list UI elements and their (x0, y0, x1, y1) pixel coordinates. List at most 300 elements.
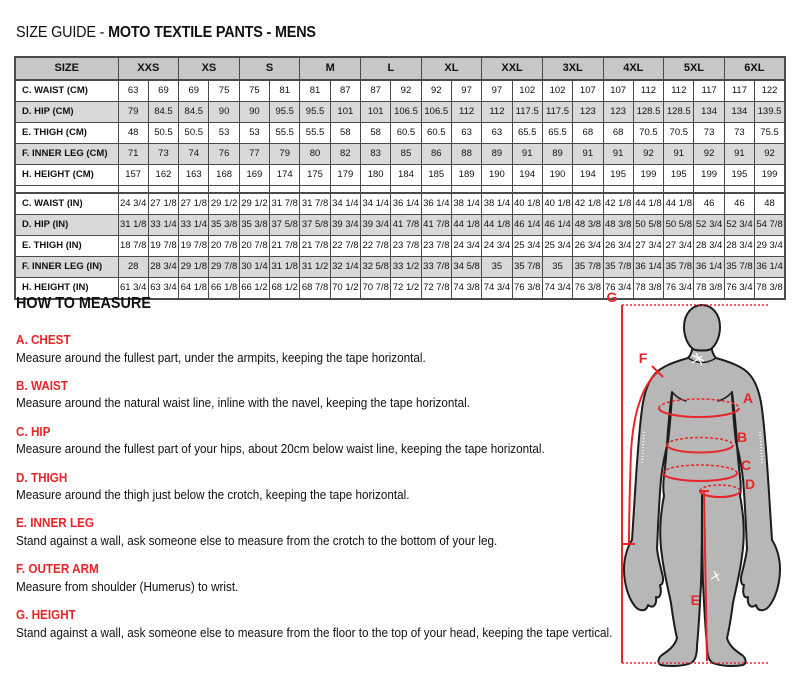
size-table-body (15, 80, 785, 299)
table-cell: 134 (724, 102, 754, 123)
separator-cell (148, 186, 178, 194)
table-cell: 194 (512, 165, 542, 186)
table-cell: 24 3/4 (451, 236, 481, 257)
separator-cell (603, 186, 633, 194)
measure-item-description (16, 625, 616, 641)
table-cell: 199 (755, 165, 785, 186)
table-cell: 37 5/8 (270, 215, 300, 236)
table-cell: 42 1/8 (603, 193, 633, 215)
table-cell: 68 1/2 (270, 278, 300, 300)
table-cell: 63 (482, 123, 512, 144)
table-cell: 87 (361, 80, 391, 102)
table-row (15, 215, 785, 236)
table-cell: 50 5/8 (633, 215, 663, 236)
table-cell: 23 7/8 (391, 236, 421, 257)
table-cell: 73 (694, 123, 724, 144)
table-cell: 29 1/8 (179, 257, 209, 278)
table-cell: 107 (573, 80, 603, 102)
table-cell: 35 7/8 (724, 257, 754, 278)
table-cell: 76 (209, 144, 239, 165)
table-cell: 190 (542, 165, 572, 186)
how-to-measure-heading (16, 295, 616, 313)
size-column-header: 3XL (542, 57, 603, 80)
table-cell: 29 1/2 (209, 193, 239, 215)
table-cell: 91 (724, 144, 754, 165)
table-cell: 26 3/4 (603, 236, 633, 257)
table-cell: 35 7/8 (512, 257, 542, 278)
measure-item-title-text: E. INNER LEG (16, 515, 95, 531)
separator-cell (118, 186, 148, 194)
size-header-cell: SIZE (15, 57, 118, 80)
measure-item-description (16, 533, 616, 549)
table-cell: 90 (209, 102, 239, 123)
measure-item-title (16, 515, 616, 531)
table-cell: 185 (421, 165, 451, 186)
table-cell: 91 (573, 144, 603, 165)
table-cell: 34 1/4 (361, 193, 391, 215)
measurement-figure (596, 287, 796, 677)
size-column-header: S (239, 57, 300, 80)
table-cell: 68 (603, 123, 633, 144)
measure-item (16, 607, 616, 641)
table-cell: 68 7/8 (300, 278, 330, 300)
separator-cell (724, 186, 754, 194)
row-label: C. WAIST (CM) (15, 80, 118, 102)
table-cell: 174 (270, 165, 300, 186)
table-cell: 92 (391, 80, 421, 102)
table-cell: 81 (300, 80, 330, 102)
table-cell: 36 1/4 (391, 193, 421, 215)
measure-item-description (16, 579, 616, 595)
table-cell: 70.5 (633, 123, 663, 144)
table-cell: 33 1/4 (179, 215, 209, 236)
table-row (15, 123, 785, 144)
figure-label-e: E (690, 592, 700, 608)
table-cell: 41 7/8 (421, 215, 451, 236)
table-cell: 39 3/4 (330, 215, 360, 236)
measure-item-description-text: Stand against a wall, ask someone else to measure from the floor to the top of your head, keeping the tape vertical. (16, 624, 613, 640)
table-cell: 87 (330, 80, 360, 102)
table-cell: 88 (451, 144, 481, 165)
measure-item-title (16, 607, 616, 623)
section-separator-row (15, 186, 785, 194)
table-cell: 78 3/8 (755, 278, 785, 300)
row-label: H. HEIGHT (CM) (15, 165, 118, 186)
table-cell: 50 5/8 (664, 215, 694, 236)
table-cell: 29 1/2 (239, 193, 269, 215)
table-cell: 90 (239, 102, 269, 123)
table-cell: 199 (633, 165, 663, 186)
table-cell: 63 3/4 (148, 278, 178, 300)
row-label: E. THIGH (IN) (15, 236, 118, 257)
table-cell: 31 7/8 (300, 193, 330, 215)
table-cell: 70 7/8 (361, 278, 391, 300)
table-cell: 70 1/2 (330, 278, 360, 300)
figure-label-g: G (606, 289, 618, 305)
separator-cell (209, 186, 239, 194)
table-cell: 30 1/4 (239, 257, 269, 278)
table-cell: 35 3/8 (239, 215, 269, 236)
table-cell: 23 7/8 (421, 236, 451, 257)
table-cell: 66 1/8 (209, 278, 239, 300)
how-to-measure-section (16, 295, 616, 653)
table-cell: 52 3/4 (724, 215, 754, 236)
measure-item-description (16, 487, 616, 503)
table-row (15, 102, 785, 123)
table-cell: 28 3/4 (148, 257, 178, 278)
table-cell: 48 (118, 123, 148, 144)
size-column-header: XL (421, 57, 482, 80)
table-cell: 28 3/4 (694, 236, 724, 257)
table-cell: 92 (633, 144, 663, 165)
row-label: F. INNER LEG (IN) (15, 257, 118, 278)
table-cell: 139.5 (755, 102, 785, 123)
separator-cell (15, 186, 118, 194)
how-to-measure-heading-text: HOW TO MEASURE (16, 295, 151, 312)
table-cell: 157 (118, 165, 148, 186)
table-cell: 40 1/8 (512, 193, 542, 215)
size-column-header: L (361, 57, 422, 80)
separator-cell (755, 186, 785, 194)
measure-item-title (16, 332, 616, 348)
table-cell: 75 (209, 80, 239, 102)
table-cell: 46 (724, 193, 754, 215)
table-cell: 195 (664, 165, 694, 186)
table-cell: 19 7/8 (179, 236, 209, 257)
table-cell: 44 1/8 (482, 215, 512, 236)
table-cell: 162 (148, 165, 178, 186)
size-table (14, 56, 786, 300)
measure-item (16, 561, 616, 595)
table-cell: 195 (603, 165, 633, 186)
table-cell: 48 (755, 193, 785, 215)
table-cell: 31 7/8 (270, 193, 300, 215)
body-figure-svg (596, 287, 796, 677)
separator-cell (633, 186, 663, 194)
table-cell: 112 (482, 102, 512, 123)
table-cell: 194 (573, 165, 603, 186)
table-cell: 36 1/4 (421, 193, 451, 215)
page-title (16, 24, 349, 42)
table-cell: 75 (239, 80, 269, 102)
table-cell: 27 3/4 (633, 236, 663, 257)
table-cell: 69 (179, 80, 209, 102)
measure-item-description-text: Measure around the fullest part of your hips, about 20cm below waist line, keeping the tape horizontal. (16, 441, 545, 457)
table-cell: 91 (603, 144, 633, 165)
table-cell: 86 (421, 144, 451, 165)
table-cell: 20 7/8 (239, 236, 269, 257)
table-cell: 25 3/4 (542, 236, 572, 257)
measure-item-title (16, 561, 616, 577)
table-cell: 169 (239, 165, 269, 186)
table-cell: 29 7/8 (209, 257, 239, 278)
table-cell: 33 1/2 (391, 257, 421, 278)
table-cell: 66 1/2 (239, 278, 269, 300)
table-cell: 44 1/8 (451, 215, 481, 236)
table-cell: 195 (724, 165, 754, 186)
table-row (15, 257, 785, 278)
table-cell: 18 7/8 (118, 236, 148, 257)
table-row (15, 193, 785, 215)
table-cell: 117.5 (542, 102, 572, 123)
size-column-header: XXS (118, 57, 179, 80)
table-cell: 102 (542, 80, 572, 102)
table-cell: 70.5 (664, 123, 694, 144)
table-cell: 31 1/2 (300, 257, 330, 278)
table-cell: 76 3/8 (573, 278, 603, 300)
size-table-header-row (15, 57, 785, 80)
table-cell: 68 (573, 123, 603, 144)
measure-item-title-text: D. THIGH (16, 469, 68, 485)
table-cell: 84.5 (179, 102, 209, 123)
table-cell: 82 (330, 144, 360, 165)
separator-cell (542, 186, 572, 194)
size-column-header: XXL (482, 57, 543, 80)
table-cell: 95.5 (300, 102, 330, 123)
table-cell: 53 (209, 123, 239, 144)
table-cell: 46 (694, 193, 724, 215)
table-cell: 36 1/4 (633, 257, 663, 278)
table-cell: 128.5 (633, 102, 663, 123)
table-cell: 74 (179, 144, 209, 165)
separator-cell (270, 186, 300, 194)
row-label: C. WAIST (IN) (15, 193, 118, 215)
table-cell: 95.5 (270, 102, 300, 123)
measure-item-description (16, 395, 616, 411)
table-cell: 55.5 (300, 123, 330, 144)
table-cell: 48 3/8 (573, 215, 603, 236)
mannequin-body (624, 345, 780, 666)
table-cell: 35 (542, 257, 572, 278)
table-cell: 73 (724, 123, 754, 144)
separator-cell (300, 186, 330, 194)
table-cell: 179 (330, 165, 360, 186)
table-cell: 189 (451, 165, 481, 186)
table-cell: 89 (482, 144, 512, 165)
table-cell: 83 (361, 144, 391, 165)
measure-item-title (16, 424, 616, 440)
figure-label-a: A (743, 390, 754, 406)
separator-cell (361, 186, 391, 194)
measure-item-title-text: B. WAIST (16, 377, 69, 393)
table-cell: 79 (270, 144, 300, 165)
table-cell: 78 3/8 (694, 278, 724, 300)
table-cell: 28 3/4 (724, 236, 754, 257)
table-cell: 35 (482, 257, 512, 278)
table-cell: 35 3/8 (209, 215, 239, 236)
table-cell: 106.5 (391, 102, 421, 123)
measure-item-description-text: Measure around the fullest part, under the armpits, keeping the tape horizontal. (16, 349, 426, 365)
table-cell: 22 7/8 (330, 236, 360, 257)
separator-cell (512, 186, 542, 194)
measure-item-title-text: G. HEIGHT (16, 607, 76, 623)
table-cell: 27 1/8 (179, 193, 209, 215)
measure-item-description (16, 441, 616, 457)
table-cell: 33 7/8 (421, 257, 451, 278)
table-cell: 21 7/8 (300, 236, 330, 257)
separator-cell (391, 186, 421, 194)
table-cell: 69 (148, 80, 178, 102)
table-cell: 92 (694, 144, 724, 165)
table-cell: 123 (603, 102, 633, 123)
table-cell: 80 (300, 144, 330, 165)
measure-item-description-text: Measure around the natural waist line, inline with the navel, keeping the tape horizontal. (16, 395, 470, 411)
table-cell: 175 (300, 165, 330, 186)
table-cell: 60.5 (391, 123, 421, 144)
table-row (15, 236, 785, 257)
table-cell: 50.5 (179, 123, 209, 144)
table-cell: 31 1/8 (270, 257, 300, 278)
table-row (15, 80, 785, 102)
measure-item-description-text: Measure from shoulder (Humerus) to wrist. (16, 578, 239, 594)
table-cell: 74 3/8 (451, 278, 481, 300)
table-cell: 50.5 (148, 123, 178, 144)
table-cell: 29 3/4 (755, 236, 785, 257)
table-cell: 102 (512, 80, 542, 102)
table-cell: 61 3/4 (118, 278, 148, 300)
table-cell: 46 1/4 (512, 215, 542, 236)
table-cell: 38 1/4 (451, 193, 481, 215)
table-cell: 84.5 (148, 102, 178, 123)
table-cell: 27 1/8 (148, 193, 178, 215)
table-cell: 91 (512, 144, 542, 165)
size-table-head (15, 57, 785, 80)
table-cell: 89 (542, 144, 572, 165)
table-cell: 37 5/8 (300, 215, 330, 236)
table-cell: 76 3/8 (512, 278, 542, 300)
page-title-prefix: SIZE GUIDE - (16, 24, 109, 41)
table-cell: 117.5 (512, 102, 542, 123)
table-cell: 123 (573, 102, 603, 123)
table-cell: 190 (482, 165, 512, 186)
separator-cell (451, 186, 481, 194)
table-cell: 117 (724, 80, 754, 102)
measure-item-title-text: C. HIP (16, 423, 51, 439)
table-cell: 52 3/4 (694, 215, 724, 236)
table-cell: 42 1/8 (573, 193, 603, 215)
table-cell: 26 3/4 (573, 236, 603, 257)
table-cell: 34 1/4 (330, 193, 360, 215)
table-cell: 21 7/8 (270, 236, 300, 257)
table-cell: 40 1/8 (542, 193, 572, 215)
measure-item-title-text: F. OUTER ARM (16, 561, 99, 577)
table-cell: 28 (118, 257, 148, 278)
row-label: D. HIP (IN) (15, 215, 118, 236)
table-cell: 36 1/4 (755, 257, 785, 278)
table-cell: 97 (482, 80, 512, 102)
separator-cell (239, 186, 269, 194)
table-cell: 25 3/4 (512, 236, 542, 257)
table-cell: 91 (664, 144, 694, 165)
measure-item (16, 332, 616, 366)
table-cell: 122 (755, 80, 785, 102)
table-cell: 63 (451, 123, 481, 144)
table-cell: 76 3/4 (664, 278, 694, 300)
table-cell: 107 (603, 80, 633, 102)
table-cell: 44 1/8 (633, 193, 663, 215)
size-column-header: 4XL (603, 57, 664, 80)
table-cell: 112 (451, 102, 481, 123)
table-cell: 81 (270, 80, 300, 102)
measure-item (16, 378, 616, 412)
table-cell: 74 3/4 (482, 278, 512, 300)
table-cell: 71 (118, 144, 148, 165)
table-cell: 24 3/4 (118, 193, 148, 215)
measure-item (16, 424, 616, 458)
size-column-header: 5XL (664, 57, 725, 80)
table-cell: 35 7/8 (664, 257, 694, 278)
table-cell: 97 (451, 80, 481, 102)
table-cell: 38 1/4 (482, 193, 512, 215)
measure-item (16, 515, 616, 549)
table-cell: 72 1/2 (391, 278, 421, 300)
table-cell: 168 (209, 165, 239, 186)
separator-cell (482, 186, 512, 194)
table-cell: 76 3/4 (724, 278, 754, 300)
table-cell: 48 3/8 (603, 215, 633, 236)
table-cell: 76 3/4 (603, 278, 633, 300)
table-cell: 128.5 (664, 102, 694, 123)
table-cell: 180 (361, 165, 391, 186)
table-cell: 32 1/4 (330, 257, 360, 278)
size-column-header: XS (179, 57, 240, 80)
table-cell: 112 (633, 80, 663, 102)
separator-cell (330, 186, 360, 194)
table-cell: 184 (391, 165, 421, 186)
table-cell: 73 (148, 144, 178, 165)
table-cell: 20 7/8 (209, 236, 239, 257)
table-cell: 79 (118, 102, 148, 123)
table-cell: 31 1/8 (118, 215, 148, 236)
separator-cell (664, 186, 694, 194)
table-cell: 35 7/8 (573, 257, 603, 278)
table-cell: 41 7/8 (391, 215, 421, 236)
table-cell: 55.5 (270, 123, 300, 144)
table-cell: 78 3/8 (633, 278, 663, 300)
measure-item (16, 470, 616, 504)
figure-label-d: D (745, 476, 756, 492)
separator-cell (694, 186, 724, 194)
separator-cell (573, 186, 603, 194)
table-cell: 35 7/8 (603, 257, 633, 278)
table-cell: 101 (361, 102, 391, 123)
row-label: D. HIP (CM) (15, 102, 118, 123)
table-cell: 33 1/4 (148, 215, 178, 236)
table-row (15, 165, 785, 186)
table-cell: 32 5/8 (361, 257, 391, 278)
table-cell: 44 1/8 (664, 193, 694, 215)
table-cell: 85 (391, 144, 421, 165)
measure-item-description-text: Measure around the thigh just below the crotch, keeping the tape horizontal. (16, 487, 410, 503)
separator-cell (421, 186, 451, 194)
table-cell: 106.5 (421, 102, 451, 123)
row-label: E. THIGH (CM) (15, 123, 118, 144)
table-cell: 46 1/4 (542, 215, 572, 236)
measure-item-title (16, 378, 616, 394)
figure-label-f: F (638, 350, 648, 366)
table-cell: 19 7/8 (148, 236, 178, 257)
table-cell: 60.5 (421, 123, 451, 144)
size-column-header: 6XL (724, 57, 785, 80)
measure-item-description-text: Stand against a wall, ask someone else to measure from the crotch to the bottom of your leg. (16, 532, 498, 548)
figure-label-c: C (741, 457, 752, 473)
measure-item-description (16, 350, 616, 366)
table-cell: 72 7/8 (421, 278, 451, 300)
table-cell: 53 (239, 123, 269, 144)
table-cell: 92 (421, 80, 451, 102)
table-row (15, 144, 785, 165)
measure-item-title (16, 470, 616, 486)
